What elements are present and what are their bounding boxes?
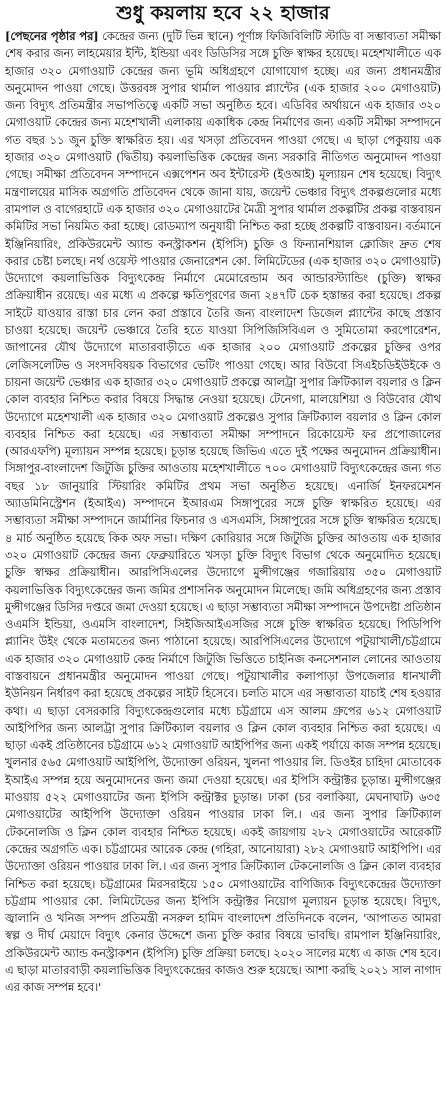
article-text: কেন্দ্রের জন্য (দুটি ভিন্ন স্থানে) পূর্ণাঙ্গ ফিজিবিলিটি স্টাডি বা সম্ভাব্যতা সমীক্ষা শেষ করার জন্য লাহমেয়ার ইন্টি, ইন্ডিয়া এবং ডিডিসির সঙ্গে চুক্তি স্বাক্ষর হয়েছে। মহেশখালীতে এক হাজার ৩২০ মেগাওয়াট কেন্দ্রের জন্য ভূমি অধিগ্রহণে যোগাযোগ হচ্ছে। এর জন্য প্রধানমন্ত্রীর অনুমোদন পাওয়া গেছে। উত্তরবঙ্গ সুপার থার্মাল পাওয়ার প্ল্যান্টের (এক হাজার ২০০ মেগাওয়াট) জন্য বিদ্যুৎ প্রতিমন্ত্রীর সভাপতিত্বে একটি সভা অনুষ্ঠিত হবে। এডিবির অর্থায়নে এক হাজার ৩২০ মেগাওয়াট কেন্দ্রের জন্য মহেশখালী এলাকায় একাধিক কেন্দ্র নির্মাণের জন্য একটি সমীক্ষা সম্পাদনে গত বছর ১১ জুন চুক্তি স্বাক্ষরিত হয়। এর খসড়া প্রতিবেদন পাওয়া গেছে। এ ছাড়া পেকুয়ায় এক হাজার ৩২০ মেগাওয়াট (দ্বিতীয়) কয়লাভিত্তিক কেন্দ্রের জন্য সরকারি নীতিগত অনুমোদন পাওয়া গেছে। সমীক্ষা প্রতিবেদন সম্পাদনে এক্সপেশন অব ইন্টারেস্ট (ইওআই) মূল্যায়ন শেষ হয়েছে। বিদ্যুৎ মন্ত্রণালয়ের মাসিক অগ্রগতি প্রতিবেদন থেকে জানা যায়, জয়েন্ট ভেঞ্চার বিদ্যুৎ প্রকল্পগুলোর মধ্যে রামপাল ও বাগেরহাটে এক হাজার ৩২০ মেগাওয়াটের মৈত্রী সুপার থার্মাল প্রকল্পটির প্রকল্প বাস্তবায়ন কমিটির সভা নিয়মিত করা হচ্ছে। রোডম্যাপ অনুযায়ী নিশ্চিত করা হচ্ছে প্রকল্পটি বাস্তবায়ন। বর্তমানে ইঞ্জিনিয়ারিং, প্রকিউরমেন্ট অ্যান্ড কনস্ট্রাকশন (ইপিসি) চুক্তি ও ফিন্যানশিয়াল ক্লোজিং দ্রুত শেষ করার চেষ্টা চলছে। নর্থ ওয়েস্ট পাওয়ার জেনারেশন কো. লিমিটেডের (এক হাজার ৩২০ মেগাওয়াট) উদ্যোগে কয়লাভিত্তিক বিদ্যুৎকেন্দ্র নির্মাণে মেমোরেন্ডাম অব আন্ডারস্ট্যান্ডিং (চুক্তি) স্বাক্ষর প্রক্রিয়াধীন রয়েছে। এর মধ্যে এ প্রকল্পে ক্ষতিপূরণের জন্য ২৪৭টি চেক হস্তান্তর করা হয়েছে। প্রকল্প সাইটে যাওয়ার রাস্তা চার লেন করা প্রস্তাবে তৈরি জন্য বাংলাদেশ ডিজেল প্ল্যান্টের কাছে প্রস্তাব চাওয়া হয়েছে। জয়েন্ট ভেঞ্চারে তৈরি হতে যাওয়া সিপিজিসিবিএল ও সুমিতোমা করপোরেশন, জাপানের যৌথ উদ্যোগে মাতারবাড়ীতে এক হাজার ২০০ মেগাওয়াট প্রকল্পের চুক্তির ওপর লেজিসলেটিভ ও সংসদবিষয়ক বিভাগের ভেটিং পাওয়া গেছে। আর বিউবো সিএইচডিইউইকে ও চায়না জয়েন্ট ভেঞ্চার এক হাজার ৩২০ মেগাওয়াট প্রকল্পে আলট্রা সুপার ক্রিটিক্যাল বয়লার ও ক্লিন কোল ব্যবহার নিশ্চিত করার বিষয়ে সিদ্ধান্ত নেওয়া হয়েছে। টেনেগা, মালয়েশিয়া ও বিউবোর যৌথ উদ্যোগে মহেশখালী এক হাজার ৩২০ মেগাওয়াট প্রকল্পেও সুপার ক্রিটিক্যাল বয়লার ও ক্লিন কোল ব্যবহার নিশ্চিত করা হয়েছে। এর সম্ভাব্যতা সমীক্ষা সম্পাদনে রিকোয়েস্ট ফর প্রপোজালের (আরএফপি) মূল্যায়ন সম্পন্ন হয়েছে। চূড়ান্ত হয়েছে জিভিএ এতে দুই পক্ষের অনুমোদন প্রক্রিয়াধীন। সিঙ্গাপুর-বাংলাদেশ জিটুজি চুক্তির আওতায় মহেশখালীতে ৭০০ মেগাওয়াট বিদ্যুৎকেন্দ্রের জন্য গত বছর ১৮ জানুয়ারি স্টিয়ারিং কমিটির প্রথম সভা অনুষ্ঠিত হয়েছে। এনার্জি ইনফরমেশন অ্যাডমিনিস্ট্রেশন (ইআইএ) সম্পাদনে ইআরএম সিঙ্গাপুরের সঙ্গে চুক্তি স্বাক্ষরিত হয়েছে। এর সম্ভাব্যতা সমীক্ষা সম্পাদনে জার্মানির ফিচনার ও এসএমসি, সিঙ্গাপুরের সঙ্গে চুক্তি স্বাক্ষরিত হয়েছে। ৪ মার্চ অনুষ্ঠিত হয়েছে কিক অফ সভা। দক্ষিণ কোরিয়ার সঙ্গে জিটুজি চুক্তির আওতায় এক হাজার ৩২০ মেগাওয়াট কেন্দ্রের জন্য ফেব্রুয়ারিতে খসড়া চুক্তি বিদ্যুৎ বিভাগ থেকে অনুমোদিত হয়েছে। চুক্তি স্বাক্ষর প্রক্রিয়াধীন। আরপিসিএলের উদ্যোগে মুন্সীগঞ্জের গজারিয়ায় ৩৫০ মেগাওয়াট কয়লাভিত্তিক বিদ্যুৎকেন্দ্রের জন্য জমির প্রশাসনিক অনুমোদন মিলেছে। জমি অধিগ্রহণের জন্য প্রস্তাব মুন্সীগঞ্জের ডিসির দপ্তরে জমা দেওয়া হয়েছে। এ ছাড়া সম্ভাব্যতা সমীক্ষা সম্পাদনে উপদেষ্টা প্রতিষ্ঠান ওএমসি ইন্ডিয়া, ওএমসি বাংলাদেশ, সিইজিআইএসজির সঙ্গে চুক্তি স্বাক্ষরিত হয়েছে। পিডিপিপি প্ল্যানিং উইং থেকে মতামতের জন্য পাঠানো হয়েছে। আরপিসিএলের উদ্যোগে পটুয়াখালী/চট্টগ্রামে এক হাজার ৩২০ মেগাওয়াট কেন্দ্র নির্মাণে জিটুজি ভিত্তিতে চাইনিজ কনসেশনাল লোনের আওতায় বাস্তবায়নে প্রধানমন্ত্রীর অনুমোদন পাওয়া গেছে। পটুয়াখালীর কলাপাড়া উপজেলার ধানখালী ইউনিয়ন নির্ধারণ করা হয়েছে প্রকল্পের সাইট হিসেবে। চলতি মাসে এর সম্ভাব্যতা যাচাই শেষ হওয়ার কথা। এ ছাড়া বেসরকারি বিদ্যুৎকেন্দ্রগুলোর মধ্যে চট্টগ্রামে এস আলম গ্রুপের ৬১২ মেগাওয়াট আইপিপির জন্য আলট্রা সুপার ক্রিটিক্যাল বয়লার ও ক্লিন কোল ব্যবহার নিশ্চিত করা হয়েছে। এ ছাড়া একই প্রতিষ্ঠানের চট্টগ্রামে ৬১২ মেগাওয়াট আইপিপির জন্য একই পর্যায়ে কাজ সম্পন্ন হয়েছে। খুলনার ৫৬৫ মেগাওয়াট আইপিপি, উদ্যোক্তা ওরিয়ন, খুলনা পাওয়ার লি. ডিওইর চাহিদা মোতাবেক ইআইএ সম্পন্ন হয়ে অনুমোদনের জন্য জমা দেওয়া হয়েছে। এর ইপিসি কন্ট্রাক্টর চূড়ান্ত। মুন্সীগঞ্জের মাওয়ায় ৫২২ মেগাওয়াটের জন্য ইপিসি কন্ট্রাক্টর চূড়ান্ত। ঢাকা (চর বলাকিয়া, মেঘনাঘাট) ৬৩৫ মেগাওয়াটের আইপিপি উদ্যোক্তা ওরিয়ন পাওয়ার ঢাকা লি.। এর জন্য সুপার ক্রিটিক্যাল টেকনোলজি ও ক্লিন কোল ব্যবহার নিশ্চিত হয়েছে। একই জায়গায় ২৮২ মেগাওয়াটের আরেকটি কেন্দ্রের অগ্রগতি এক। চট্টগ্রামের আরেক কেন্দ্র (গহিরা, আনোয়ারা) ২৮২ মেগাওয়াট আইপিপি। এর উদ্যোক্তা ওরিয়ন পাওয়ার ঢাকা লি.। এর জন্য সুপার ক্রিটিক্যাল টেকনোলজি ও ক্লিন কোল ব্যবহার নিশ্চিত করা হয়েছে। চট্টগ্রামের মিরসরাইয়ে ১৫০ মেগাওয়াটের বাণিজ্যিক বিদ্যুৎকেন্দ্রের উদ্যোক্তা চট্টগ্রাম পাওয়ার কো. লিমিটেডের জন্য ইপিসি কন্ট্রাক্টর নিয়োগ মূল্যায়ন চূড়ান্ত হয়েছে। বিদ্যুৎ, জ্বালানি ও খনিজ সম্পদ প্রতিমন্ত্রী নসরুল হামিদ বাংলাদেশ প্রতিদিনকে বলেন, 'আপাতত আমরা স্বল্প ও দীর্ঘ মেয়াদে বিদ্যুৎ কেনার উদ্দেশে জন্য চুক্তি করার বিষয়ে ভাবছি। রামপাল ইঞ্জিনিয়ারিং, প্রকিউরমেন্ট অ্যান্ড কনস্ট্রাকশন (ইপিসি) চুক্তি প্রক্রিয়া চলছে। ২০২০ সালের মধ্যে এ কাজ শেষ হবে। এ ছাড়া মাতারবাড়ী কয়লাভিত্তিক বিদ্যুৎকেন্দ্রের কাজও শুরু হয়েছে। আশা করছি ২০২১ সাল নাগাদ এর কাজ সম্পন্ন হবে।' xyxy=(5,30,441,995)
headline: শুধু কয়লায় হবে ২২ হাজার xyxy=(116,2,330,24)
continuation-marker: [পেছনের পৃষ্ঠার পর] xyxy=(5,29,99,43)
article-body xyxy=(5,28,441,997)
